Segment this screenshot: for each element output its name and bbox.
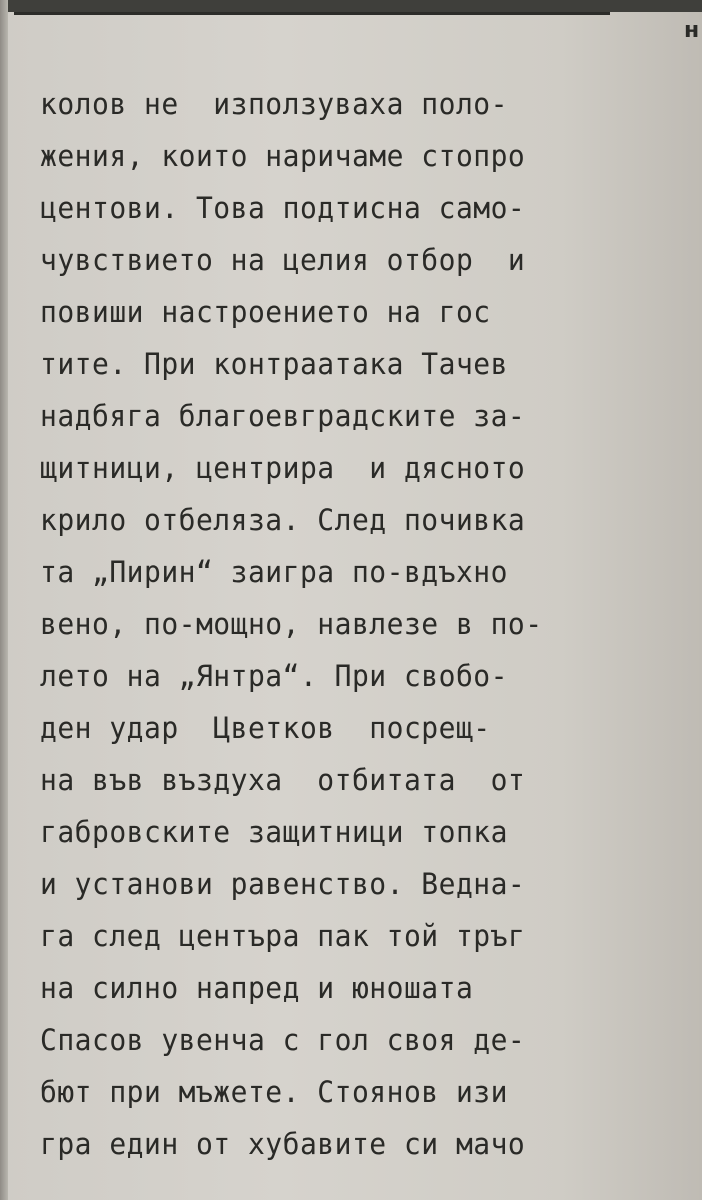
article-line: на във въздуха отбитата от <box>40 763 526 797</box>
article-line: колов не използуваха поло- <box>40 87 508 121</box>
top-column-rule <box>14 12 610 15</box>
article-line: надбяга благоевградските за- <box>40 399 526 433</box>
article-line: бют при мъжете. Стоянов изи <box>40 1075 508 1109</box>
article-line: жения, които наричаме стопро <box>40 139 526 173</box>
article-line: центови. Това подтисна само- <box>40 191 526 225</box>
article-line: вено, по-мощно, навлезе в по- <box>40 607 543 641</box>
top-dark-edge <box>0 0 702 12</box>
article-text-column <box>40 82 670 1174</box>
article-line: Спасов увенча с гол своя де- <box>40 1023 526 1057</box>
article-line: на силно напред и юношата <box>40 971 474 1005</box>
article-line: щитници, центрира и дясното <box>40 451 526 485</box>
article-line: га след центъра пак той тръг <box>40 919 526 953</box>
article-line: повиши настроението на гос <box>40 295 491 329</box>
adjacent-column-letter: н <box>684 18 700 43</box>
article-line: лето на „Янтра“. При свобо- <box>40 659 508 693</box>
left-page-edge <box>0 0 8 1200</box>
article-line: крило отбеляза. След почивка <box>40 503 526 537</box>
article-line: габровските защитници топка <box>40 815 508 849</box>
article-line: ден удар Цветков посрещ- <box>40 711 491 745</box>
article-line: тите. При контраатака Тачев <box>40 347 508 381</box>
article-line: и установи равенство. Ведна- <box>40 867 526 901</box>
article-line: та „Пирин“ заигра по-вдъхно <box>40 555 508 589</box>
article-line: гра един от хубавите си мачо <box>40 1127 526 1161</box>
article-line: чувствието на целия отбор и <box>40 243 526 277</box>
